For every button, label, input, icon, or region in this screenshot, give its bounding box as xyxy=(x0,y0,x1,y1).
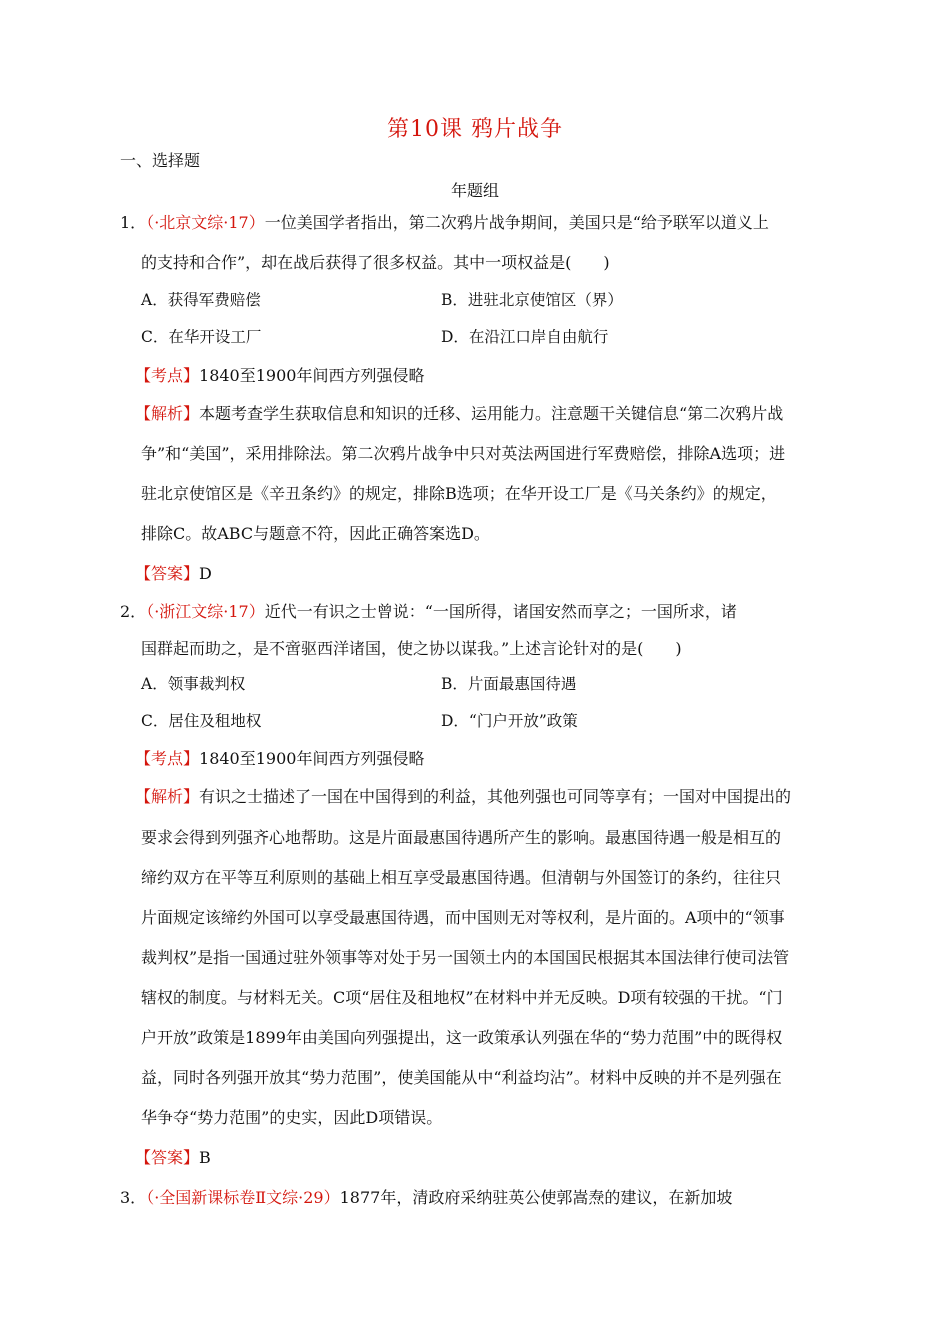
kaodian-text: 1840至1900年间西方列强侵略 xyxy=(199,366,425,385)
jiexi-tag: 【解析】 xyxy=(135,404,200,423)
jiexi-text: 辖权的制度。与材料无关。C项“居住及租地权”在材料中并无反映。D项有较强的干扰。“门 xyxy=(141,988,783,1007)
answer-tag: 【答案】 xyxy=(135,564,200,583)
question-number: 2． xyxy=(120,602,147,621)
option-c: C．居住及租地权 xyxy=(141,712,262,730)
jiexi-text: 争”和“美国”，采用排除法。第二次鸦片战争中只对英法两国进行军费赔偿，排除A选项；进 xyxy=(141,444,786,463)
question-source: （·北京文综·17） xyxy=(146,213,265,232)
question-number: 1． xyxy=(120,213,147,232)
jiexi-text: 益，同时各列强开放其“势力范围”，使美国能从中“利益均沾”。材料中反映的并不是列强在 xyxy=(141,1068,782,1087)
kaodian-line xyxy=(135,746,424,769)
question-3 xyxy=(120,1185,732,1208)
question-2 xyxy=(120,599,737,622)
option-d: D．“门户开放”政策 xyxy=(441,712,578,730)
kaodian-text: 1840至1900年间西方列强侵略 xyxy=(199,749,425,768)
answer-text: D xyxy=(199,564,212,583)
jiexi-text: 本题考查学生获取信息和知识的迁移、运用能力。注意题干关键信息“第二次鸦片战 xyxy=(199,404,784,423)
question-text: 近代一有识之士曾说：“一国所得，诸国安然而享之；一国所求，诸 xyxy=(264,602,737,621)
option-b: B．片面最惠国待遇 xyxy=(441,675,577,693)
jiexi-text: 驻北京使馆区是《辛丑条约》的规定，排除B选项；在华开设工厂是《马关条约》的规定， xyxy=(141,484,777,503)
kaodian-line xyxy=(135,363,424,386)
question-text: 1877年，清政府采纳驻英公使郭嵩焘的建议，在新加坡 xyxy=(339,1188,733,1207)
answer-text: B xyxy=(199,1148,211,1167)
jiexi-text: 要求会得到列强齐心地帮助。这是片面最惠国待遇所产生的影响。最惠国待遇一般是相互的 xyxy=(141,828,782,847)
answer-line xyxy=(135,561,212,584)
group-heading: 年题组 xyxy=(450,181,499,200)
question-number: 3． xyxy=(120,1188,147,1207)
question-text-continued: 国群起而助之，是不啻驱西洋诸国，使之协以谋我。”上述言论针对的是( ) xyxy=(141,639,682,658)
jiexi-text: 户开放”政策是1899年由美国向列强提出，这一政策承认列强在华的“势力范围”中的既得权 xyxy=(141,1028,783,1047)
jiexi-line xyxy=(135,784,791,807)
question-text-continued: 的支持和合作”，却在战后获得了很多权益。其中一项权益是( ) xyxy=(141,253,610,272)
jiexi-tag: 【解析】 xyxy=(135,787,200,806)
question-text: 一位美国学者指出，第二次鸦片战争期间，美国只是“给予联军以道义上 xyxy=(264,213,769,232)
kaodian-tag: 【考点】 xyxy=(135,366,200,385)
question-source: （·浙江文综·17） xyxy=(146,602,265,621)
jiexi-text: 裁判权”是指一国通过驻外领事等对处于另一国领土内的本国国民根据其本国法律行使司法管 xyxy=(141,948,790,967)
question-source: （·全国新课标卷Ⅱ文综·29） xyxy=(146,1188,340,1207)
option-a: A．获得军费赔偿 xyxy=(141,291,261,309)
kaodian-tag: 【考点】 xyxy=(135,749,200,768)
jiexi-text: 排除C。故ABC与题意不符，因此正确答案选D。 xyxy=(141,524,490,543)
option-d: D．在沿江口岸自由航行 xyxy=(441,328,609,346)
option-c: C．在华开设工厂 xyxy=(141,328,262,346)
option-a: A．领事裁判权 xyxy=(141,675,246,693)
page-title: 第10课 鸦片战争 xyxy=(387,117,563,142)
question-1 xyxy=(120,210,769,233)
answer-line xyxy=(135,1145,211,1168)
jiexi-text: 有识之士描述了一国在中国得到的利益，其他列强也可同等享有；一国对中国提出的 xyxy=(199,787,792,806)
jiexi-text: 片面规定该缔约外国可以享受最惠国待遇，而中国则无对等权利，是片面的。A项中的“领事 xyxy=(141,908,785,927)
answer-tag: 【答案】 xyxy=(135,1148,200,1167)
jiexi-line xyxy=(135,401,783,424)
section-heading: 一、选择题 xyxy=(120,151,201,170)
option-b: B．进驻北京使馆区（界） xyxy=(441,291,623,309)
jiexi-text: 缔约双方在平等互利原则的基础上相互享受最惠国待遇。但清朝与外国签订的条约，往往只 xyxy=(141,868,782,887)
jiexi-text: 华争夺“势力范围”的史实，因此D项错误。 xyxy=(141,1108,443,1127)
